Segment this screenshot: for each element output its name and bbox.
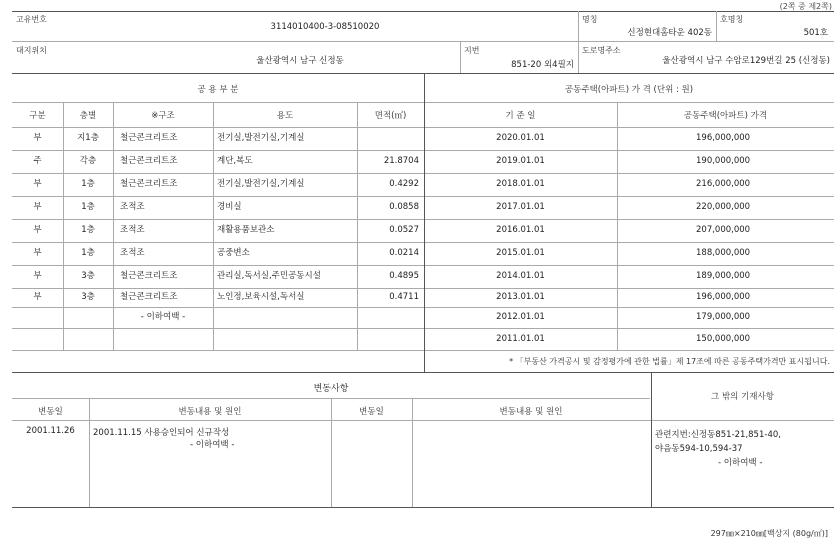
table-cell: 2018.01.01 bbox=[496, 179, 545, 189]
col-area: 면적(㎡) bbox=[374, 111, 407, 121]
changes-title: 변동사항 bbox=[313, 384, 349, 394]
table-cell: 각층 bbox=[79, 156, 97, 166]
changes-col-content-2: 변동내용 및 원인 bbox=[499, 407, 563, 417]
table-cell: 부 bbox=[33, 225, 42, 235]
paper-spec: 297㎜×210㎜[백상지 (80g/㎡)] bbox=[710, 529, 828, 538]
page-indicator: (2쪽 중 제2쪽) bbox=[779, 2, 832, 11]
table-cell: 190,000,000 bbox=[696, 156, 751, 166]
table-rule bbox=[460, 41, 461, 73]
table-rule bbox=[12, 420, 834, 421]
table-cell: 전기실,발전기실,기계실 bbox=[217, 179, 305, 189]
site-value: 울산광역시 남구 신정동 bbox=[256, 56, 344, 66]
table-cell bbox=[63, 306, 113, 328]
table-cell bbox=[63, 328, 113, 350]
table-cell: 1층 bbox=[81, 202, 95, 212]
col-structure: ※구조 bbox=[151, 111, 175, 121]
lot-label: 지번 bbox=[464, 46, 480, 55]
road-value: 울산광역시 남구 수암로129번길 25 (신정동) bbox=[662, 56, 830, 66]
col-use: 용도 bbox=[276, 111, 294, 121]
table-rule bbox=[617, 102, 618, 350]
table-cell: 3층 bbox=[81, 292, 95, 302]
table-cell: 2011.01.01 bbox=[496, 334, 545, 344]
table-cell: 부 bbox=[33, 271, 42, 281]
table-cell: 150,000,000 bbox=[696, 334, 751, 344]
table-cell: 계단,복도 bbox=[217, 156, 253, 166]
table-cell: 0.4895 bbox=[389, 271, 419, 281]
name-label: 명칭 bbox=[582, 15, 598, 24]
table-cell: 2015.01.01 bbox=[496, 248, 545, 258]
price-section-title: 공동주택(아파트) 가 격 (단위 : 원) bbox=[564, 85, 694, 95]
table-cell: 부 bbox=[33, 133, 42, 143]
table-cell: 부 bbox=[33, 292, 42, 302]
table-cell: 철근콘크리트조 bbox=[120, 133, 178, 143]
table-cell: 189,000,000 bbox=[696, 271, 751, 281]
table-cell: 철근콘크리트조 bbox=[120, 156, 178, 166]
table-cell: 196,000,000 bbox=[696, 292, 751, 302]
changes-col-date-2: 변동일 bbox=[359, 407, 384, 417]
table-cell: 전기실,발전기실,기계실 bbox=[217, 133, 305, 143]
table-rule bbox=[12, 350, 834, 351]
table-cell: 1층 bbox=[81, 248, 95, 258]
table-cell: 2020.01.01 bbox=[496, 133, 545, 143]
site-label: 대지위치 bbox=[16, 46, 47, 55]
unique-no-value: 3114010400-3-08510020 bbox=[270, 22, 380, 32]
table-rule bbox=[716, 11, 717, 41]
other-line-1: 관련지번:신정동851-21,851-40, bbox=[655, 430, 781, 440]
unique-no-label: 고유번호 bbox=[16, 15, 47, 24]
table-cell: 공중변소 bbox=[217, 248, 250, 258]
unit-value: 501호 bbox=[803, 28, 828, 38]
table-cell: 철근콘크리트조 bbox=[120, 179, 178, 189]
table-cell: 0.4711 bbox=[389, 292, 419, 302]
table-cell: 2014.01.01 bbox=[496, 271, 545, 281]
table-cell bbox=[12, 328, 63, 350]
table-cell: 188,000,000 bbox=[696, 248, 751, 258]
header-bottom-border bbox=[12, 73, 834, 74]
table-cell: 216,000,000 bbox=[696, 179, 751, 189]
table-cell: 2019.01.01 bbox=[496, 156, 545, 166]
road-label: 도로명주소 bbox=[582, 46, 621, 55]
table-cell bbox=[357, 328, 419, 350]
table-cell: 2012.01.01 bbox=[496, 312, 545, 322]
table-rule bbox=[12, 102, 834, 103]
table-cell: 부 bbox=[33, 248, 42, 258]
table-rule bbox=[213, 102, 214, 350]
table-cell: 2013.01.01 bbox=[496, 292, 545, 302]
table-cell: 1층 bbox=[81, 179, 95, 189]
price-note: * 「부동산 가격공시 및 감정평가에 관한 법률」제 17조에 따른 공동주택가격만 표시됩니다. bbox=[509, 357, 830, 366]
table-cell bbox=[12, 306, 63, 328]
table-cell: 1층 bbox=[81, 225, 95, 235]
table-cell: 0.4292 bbox=[389, 179, 419, 189]
header-top-border bbox=[12, 11, 834, 12]
table-cell: 경비실 bbox=[217, 202, 242, 212]
table-cell: 부 bbox=[33, 202, 42, 212]
table-cell: 관리실,독서실,주민공동시설 bbox=[217, 271, 321, 281]
table-cell: 부 bbox=[33, 179, 42, 189]
table-cell: 2016.01.01 bbox=[496, 225, 545, 235]
table-cell: 3층 bbox=[81, 271, 95, 281]
table-cell: 조적조 bbox=[120, 225, 145, 235]
col-price: 공동주택(아파트) 가격 bbox=[683, 111, 768, 121]
table-cell: 21.8704 bbox=[383, 156, 419, 166]
col-base-date: 기 준 일 bbox=[505, 111, 536, 121]
lot-value: 851-20 외4필지 bbox=[511, 60, 574, 70]
change-entry-blank: - 이하여백 - bbox=[190, 440, 235, 450]
table-rule bbox=[578, 11, 579, 41]
table-cell: 노인정,보육시설,독서실 bbox=[217, 292, 305, 302]
other-line-3: - 이하여백 - bbox=[718, 458, 763, 468]
changes-col-date: 변동일 bbox=[38, 407, 63, 417]
table-rule bbox=[12, 507, 834, 508]
table-cell: 지1층 bbox=[77, 133, 99, 143]
table-cell: 0.0858 bbox=[389, 202, 419, 212]
table-cell: 재활용품보관소 bbox=[217, 225, 275, 235]
other-title: 그 밖의 기재사항 bbox=[711, 392, 774, 402]
col-floor: 층별 bbox=[79, 111, 97, 121]
other-line-2: 야음동594-10,594-37 bbox=[655, 444, 743, 454]
table-cell: 2017.01.01 bbox=[496, 202, 545, 212]
table-cell: 철근콘크리트조 bbox=[120, 292, 178, 302]
header-divider-1 bbox=[12, 41, 834, 42]
unit-label: 호명칭 bbox=[720, 15, 744, 24]
table-cell: 196,000,000 bbox=[696, 133, 751, 143]
table-cell: 조적조 bbox=[120, 248, 145, 258]
table-rule bbox=[578, 41, 579, 73]
change-entry-content: 2001.11.15 사용승인되어 신규작성 bbox=[93, 428, 230, 438]
name-value: 신정현대홈타운 402동 bbox=[627, 28, 712, 38]
col-type: 구분 bbox=[29, 111, 46, 121]
table-cell: 조적조 bbox=[120, 202, 145, 212]
table-cell: 0.0527 bbox=[389, 225, 419, 235]
table-cell bbox=[357, 127, 419, 149]
table-cell: 207,000,000 bbox=[696, 225, 751, 235]
change-entry-date: 2001.11.26 bbox=[26, 426, 75, 436]
table-cell: 주 bbox=[33, 156, 42, 166]
table-cell: 220,000,000 bbox=[696, 202, 751, 212]
table-cell: 179,000,000 bbox=[696, 312, 751, 322]
table-rule bbox=[12, 372, 834, 373]
changes-col-content: 변동내용 및 원인 bbox=[178, 407, 242, 417]
table-cell bbox=[357, 306, 419, 328]
common-section-title: 공 용 부 분 bbox=[197, 85, 239, 95]
blank-marker: - 이하여백 - bbox=[140, 312, 186, 322]
table-cell: 철근콘크리트조 bbox=[120, 271, 178, 281]
table-cell: 0.0214 bbox=[389, 248, 419, 258]
